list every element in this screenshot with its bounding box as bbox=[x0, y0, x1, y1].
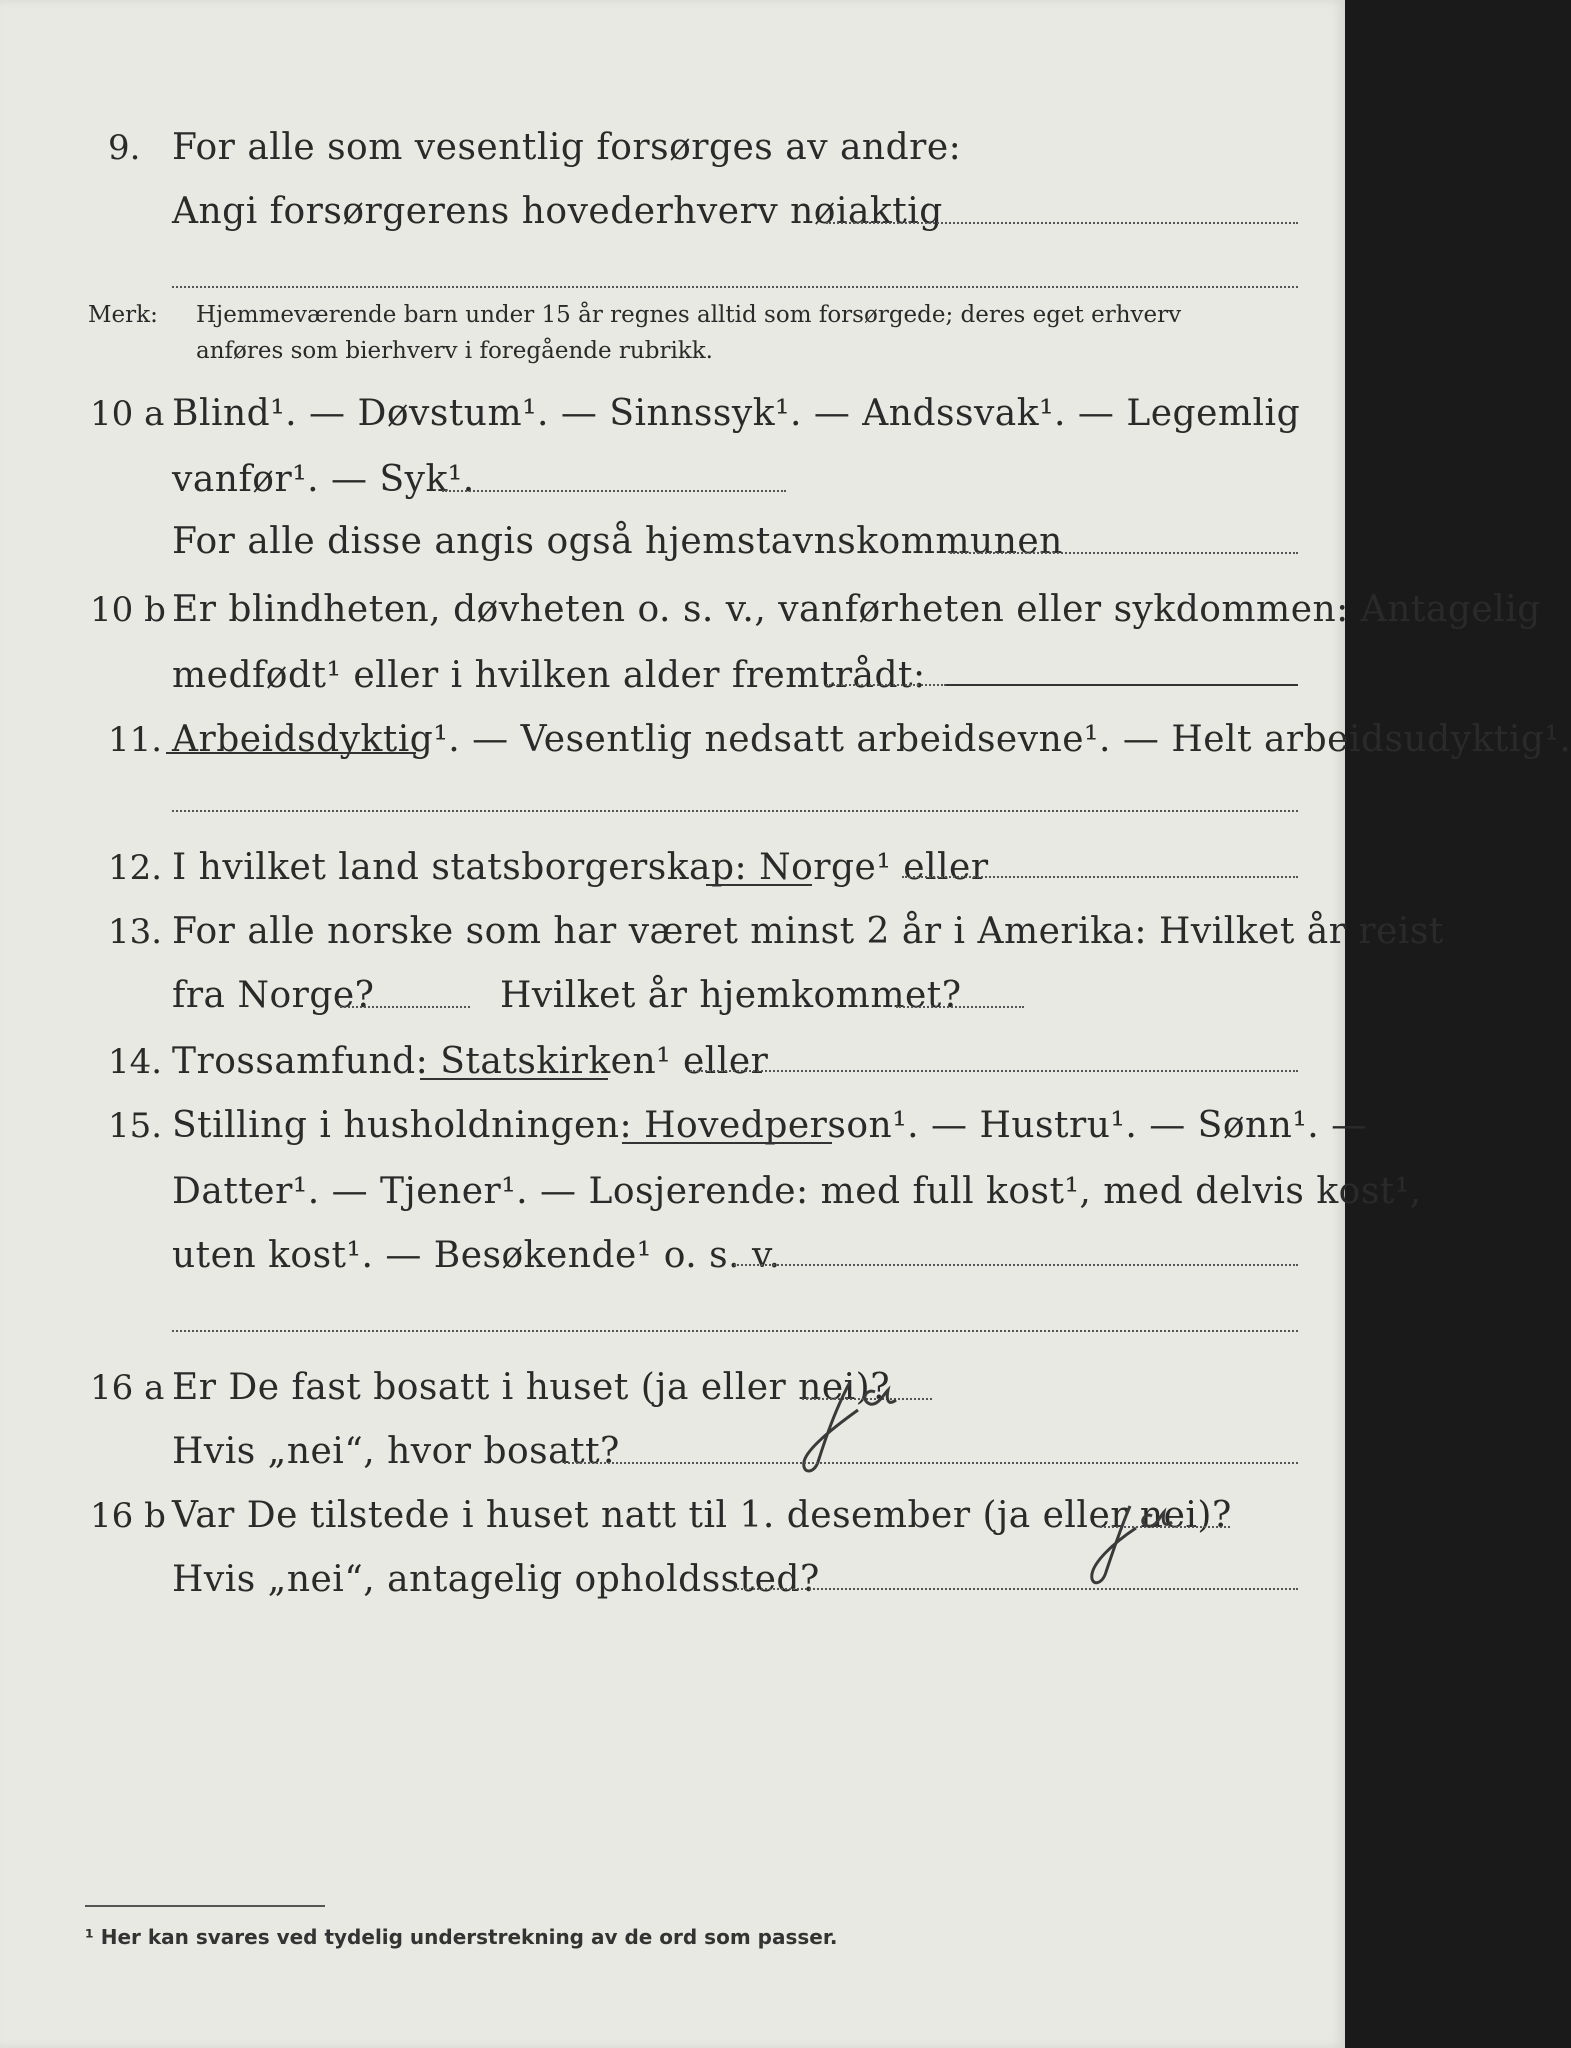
item-9-number: 9. bbox=[108, 128, 141, 168]
item-9-answer-line[interactable] bbox=[826, 222, 1298, 224]
item-16a-bosatt-line[interactable] bbox=[564, 1462, 1298, 1464]
item-11-underline bbox=[166, 752, 416, 754]
item-14-answer-line[interactable] bbox=[690, 1070, 1298, 1072]
item-10b-line2: medfødt¹ eller i hvilken alder fremtrådt: bbox=[172, 655, 926, 696]
item-15-answer-line-2[interactable] bbox=[172, 1330, 1298, 1332]
item-13-line2a: fra Norge? bbox=[172, 975, 375, 1016]
item-14-underline bbox=[420, 1078, 608, 1080]
item-16a-line2: Hvis „nei“, hvor bosatt? bbox=[172, 1431, 620, 1472]
item-15-underline bbox=[622, 1142, 832, 1144]
item-11-line1: Arbeidsdyktig¹. — Vesentlig nedsatt arbeidsevne¹. — Helt arbeidsudyktig¹. bbox=[172, 719, 1571, 760]
item-16b-handwritten-answer bbox=[1060, 1494, 1210, 1594]
item-16b-line2: Hvis „nei“, antagelig opholdssted? bbox=[172, 1559, 820, 1600]
item-12-answer-line[interactable] bbox=[902, 876, 1298, 878]
item-10a-answer-line[interactable] bbox=[442, 490, 786, 492]
item-14-line1: Trossamfund: Statskirken¹ eller bbox=[172, 1041, 769, 1082]
footnote: ¹ Her kan svares ved tydelig understrekning av de ord som passer. bbox=[85, 1925, 838, 1949]
item-11-answer-line[interactable] bbox=[172, 810, 1298, 812]
item-10b-number: 10 b bbox=[90, 590, 166, 630]
item-15-number: 15. bbox=[108, 1106, 163, 1146]
item-10a-line3: For alle disse angis også hjemstavnskommunen bbox=[172, 521, 1063, 562]
item-9-line2: Angi forsørgerens hovederhverv nøiaktig bbox=[172, 191, 943, 232]
item-15-answer-line[interactable] bbox=[734, 1264, 1298, 1266]
footnote-rule bbox=[85, 1905, 325, 1907]
item-12-number: 12. bbox=[108, 848, 163, 888]
item-13-reist-line[interactable] bbox=[340, 1006, 470, 1008]
item-9-answer-line-2[interactable] bbox=[172, 286, 1298, 288]
item-13-line1: For alle norske som har været minst 2 år i Amerika: Hvilket år reist bbox=[172, 911, 1444, 952]
item-16a-number: 16 a bbox=[90, 1368, 165, 1408]
item-15-line2: Datter¹. — Tjener¹. — Losjerende: med full kost¹, med delvis kost¹, bbox=[172, 1171, 1422, 1212]
item-13-line2b: Hvilket år hjemkommet? bbox=[500, 975, 962, 1016]
item-11-number: 11. bbox=[108, 720, 163, 760]
item-16a-line1: Er De fast bosatt i huset (ja eller nei)? bbox=[172, 1367, 891, 1408]
item-12-line1: I hvilket land statsborgerskap: Norge¹ eller bbox=[172, 847, 989, 888]
item-10a-line1: Blind¹. — Døvstum¹. — Sinnssyk¹. — Andssvak¹. — Legemlig bbox=[172, 393, 1301, 434]
item-15-line1: Stilling i husholdningen: Hovedperson¹. — Hustru¹. — Sønn¹. — bbox=[172, 1105, 1368, 1146]
item-10a-hjemstavn-line[interactable] bbox=[950, 552, 1298, 554]
item-15-line3: uten kost¹. — Besøkende¹ o. s. v. bbox=[172, 1235, 781, 1276]
item-10a-line2: vanfør¹. — Syk¹. bbox=[172, 459, 475, 500]
item-10b-line1: Er blindheten, døvheten o. s. v., vanførheten eller sykdommen: Antagelig bbox=[172, 589, 1541, 630]
item-10b-answer-line[interactable] bbox=[826, 684, 946, 686]
merk-text-line2: anføres som bierhverv i foregående rubrikk. bbox=[196, 338, 713, 364]
merk-text-line1: Hjemmeværende barn under 15 år regnes alltid som forsørgede; deres eget erhverv bbox=[196, 302, 1182, 328]
item-9-line1: For alle som vesentlig forsørges av andre: bbox=[172, 127, 962, 168]
merk-label: Merk: bbox=[88, 302, 158, 328]
item-10b-answer-solid[interactable] bbox=[946, 684, 1298, 686]
item-16b-number: 16 b bbox=[90, 1496, 166, 1536]
item-16b-line1: Var De tilstede i huset natt til 1. desember (ja eller nei)? bbox=[172, 1495, 1232, 1536]
item-13-number: 13. bbox=[108, 912, 163, 952]
item-14-number: 14. bbox=[108, 1042, 163, 1082]
item-13-hjemkommet-line[interactable] bbox=[896, 1006, 1024, 1008]
item-16b-opholdssted-line[interactable] bbox=[734, 1588, 1298, 1590]
item-12-underline bbox=[706, 884, 812, 886]
item-10a-number: 10 a bbox=[90, 394, 165, 434]
